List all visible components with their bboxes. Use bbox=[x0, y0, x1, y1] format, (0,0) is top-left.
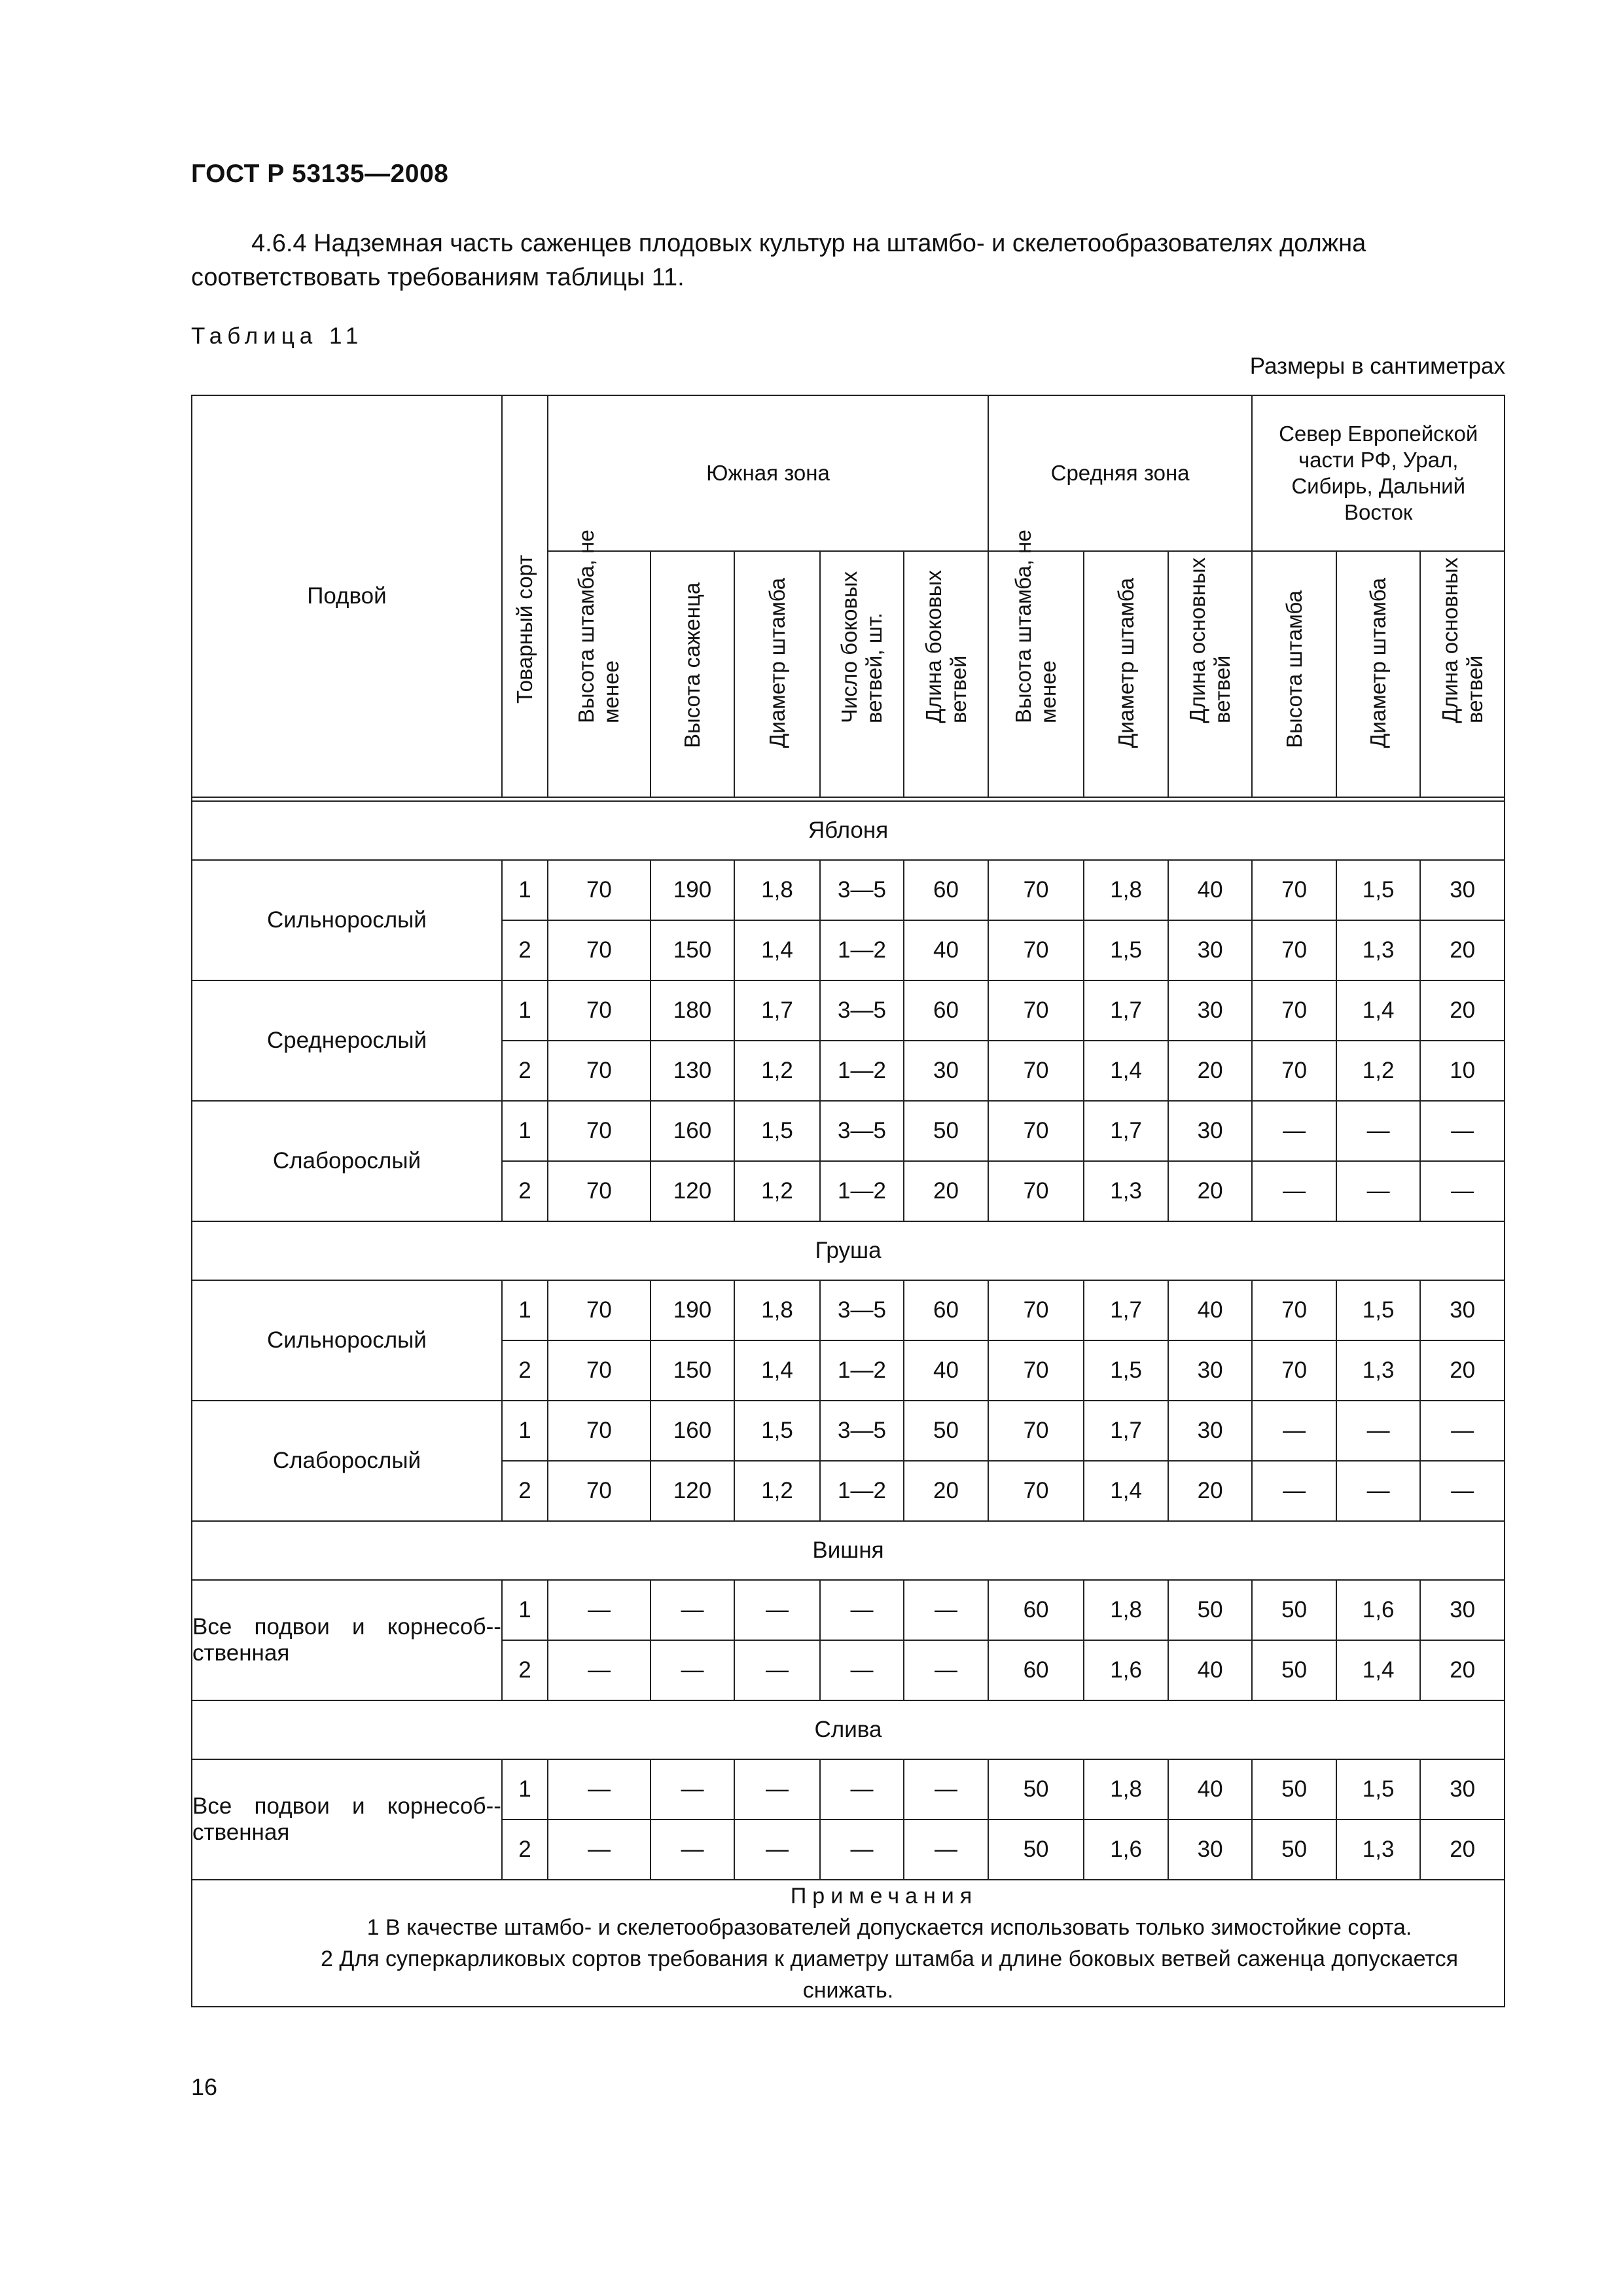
header-zone-north: Север Европейской части РФ, Урал, Сибирь, Дальний Восток bbox=[1252, 395, 1505, 551]
value-cell: — bbox=[548, 1820, 651, 1880]
value-cell: 20 bbox=[1420, 980, 1505, 1041]
value-cell: 40 bbox=[1168, 860, 1253, 920]
value-cell: 70 bbox=[548, 1161, 651, 1221]
value-cell: 1,2 bbox=[1336, 1041, 1421, 1101]
value-cell: 70 bbox=[548, 860, 651, 920]
value-cell: 70 bbox=[548, 1401, 651, 1461]
stock-name: Слаборослый bbox=[192, 1101, 502, 1221]
value-cell: — bbox=[651, 1580, 735, 1640]
value-cell: — bbox=[734, 1820, 820, 1880]
value-cell: 180 bbox=[651, 980, 735, 1041]
value-cell: — bbox=[904, 1580, 988, 1640]
subheader-label: Длина основных ветвей bbox=[1437, 557, 1487, 723]
table-row bbox=[192, 860, 1505, 920]
value-cell: 10 bbox=[1420, 1041, 1505, 1101]
value-cell: 1—2 bbox=[820, 1161, 904, 1221]
value-cell: — bbox=[1252, 1401, 1336, 1461]
value-cell: — bbox=[548, 1640, 651, 1700]
group-title: Вишня bbox=[192, 1521, 1505, 1580]
sort-cell: 2 bbox=[502, 1640, 548, 1700]
subheader-cell bbox=[734, 551, 820, 797]
value-cell: — bbox=[734, 1580, 820, 1640]
value-cell: 70 bbox=[988, 1041, 1084, 1101]
subheader-cell bbox=[1420, 551, 1505, 797]
header-zone-middle: Средняя зона bbox=[988, 395, 1253, 551]
table-row bbox=[192, 1101, 1505, 1161]
value-cell: 40 bbox=[904, 920, 988, 980]
sort-cell: 1 bbox=[502, 1280, 548, 1340]
subheader-label: Высота саженца bbox=[680, 582, 704, 748]
value-cell: — bbox=[1336, 1461, 1421, 1521]
subheader-cell bbox=[651, 551, 735, 797]
value-cell: 1,5 bbox=[1336, 860, 1421, 920]
table-caption: Таблица 11 bbox=[191, 323, 364, 349]
value-cell: 50 bbox=[1168, 1580, 1253, 1640]
value-cell: — bbox=[651, 1759, 735, 1820]
value-cell: 1,8 bbox=[1084, 1759, 1168, 1820]
value-cell: 1,5 bbox=[1084, 1340, 1168, 1401]
value-cell: 1—2 bbox=[820, 1041, 904, 1101]
value-cell: 60 bbox=[904, 1280, 988, 1340]
value-cell: 1,3 bbox=[1336, 1820, 1421, 1880]
value-cell: 190 bbox=[651, 860, 735, 920]
subheader-label: Высота штамба, не менее bbox=[1011, 529, 1061, 723]
value-cell: — bbox=[820, 1820, 904, 1880]
value-cell: 40 bbox=[1168, 1640, 1253, 1700]
value-cell: 1,5 bbox=[734, 1101, 820, 1161]
value-cell: 50 bbox=[904, 1401, 988, 1461]
value-cell: 20 bbox=[1420, 1340, 1505, 1401]
sort-cell: 1 bbox=[502, 1580, 548, 1640]
group-row bbox=[192, 801, 1505, 860]
table-row bbox=[192, 980, 1505, 1041]
value-cell: 1,8 bbox=[734, 1280, 820, 1340]
value-cell: 20 bbox=[1168, 1461, 1253, 1521]
group-row bbox=[192, 1700, 1505, 1759]
value-cell: 60 bbox=[904, 980, 988, 1041]
value-cell: 3—5 bbox=[820, 980, 904, 1041]
sort-cell: 1 bbox=[502, 980, 548, 1041]
value-cell: 3—5 bbox=[820, 860, 904, 920]
value-cell: — bbox=[1252, 1461, 1336, 1521]
value-cell: — bbox=[651, 1820, 735, 1880]
stock-name: Сильнорослый bbox=[192, 860, 502, 980]
value-cell: 50 bbox=[1252, 1580, 1336, 1640]
value-cell: 20 bbox=[1420, 920, 1505, 980]
header-sort bbox=[502, 395, 548, 797]
subheader-cell bbox=[820, 551, 904, 797]
value-cell: 70 bbox=[1252, 1041, 1336, 1101]
value-cell: — bbox=[734, 1759, 820, 1820]
value-cell: 70 bbox=[988, 1161, 1084, 1221]
value-cell: — bbox=[1252, 1161, 1336, 1221]
value-cell: 30 bbox=[1420, 1580, 1505, 1640]
value-cell: — bbox=[904, 1820, 988, 1880]
value-cell: 70 bbox=[988, 860, 1084, 920]
value-cell: — bbox=[734, 1640, 820, 1700]
value-cell: 1,4 bbox=[1336, 980, 1421, 1041]
header-stock: Подвой bbox=[192, 395, 502, 797]
value-cell: — bbox=[820, 1580, 904, 1640]
value-cell: 30 bbox=[1168, 920, 1253, 980]
subheader-cell bbox=[1168, 551, 1253, 797]
subheader-label: Высота штамба bbox=[1281, 590, 1306, 748]
value-cell: 70 bbox=[548, 1101, 651, 1161]
value-cell: 3—5 bbox=[820, 1101, 904, 1161]
value-cell: 20 bbox=[1420, 1640, 1505, 1700]
sort-cell: 1 bbox=[502, 1759, 548, 1820]
subheader-cell bbox=[1252, 551, 1336, 797]
value-cell: 1,5 bbox=[1336, 1280, 1421, 1340]
value-cell: 70 bbox=[548, 920, 651, 980]
value-cell: 70 bbox=[988, 1101, 1084, 1161]
sort-cell: 2 bbox=[502, 1161, 548, 1221]
sort-cell: 2 bbox=[502, 1820, 548, 1880]
sort-cell: 2 bbox=[502, 1340, 548, 1401]
value-cell: — bbox=[1420, 1461, 1505, 1521]
value-cell: 70 bbox=[988, 1461, 1084, 1521]
value-cell: 50 bbox=[1252, 1820, 1336, 1880]
value-cell: 160 bbox=[651, 1401, 735, 1461]
value-cell: 120 bbox=[651, 1161, 735, 1221]
value-cell: 1,5 bbox=[1084, 920, 1168, 980]
value-cell: 70 bbox=[1252, 920, 1336, 980]
value-cell: 3—5 bbox=[820, 1401, 904, 1461]
group-row bbox=[192, 1521, 1505, 1580]
value-cell: 50 bbox=[988, 1820, 1084, 1880]
subheader-label: Диаметр штамба bbox=[764, 577, 789, 748]
value-cell: — bbox=[1336, 1101, 1421, 1161]
value-cell: 60 bbox=[988, 1580, 1084, 1640]
subheader-cell bbox=[988, 529, 1084, 797]
value-cell: 130 bbox=[651, 1041, 735, 1101]
value-cell: 30 bbox=[1168, 1101, 1253, 1161]
subheader-label: Диаметр штамба bbox=[1366, 577, 1391, 748]
value-cell: 1,7 bbox=[1084, 1101, 1168, 1161]
subheader-label: Диаметр штамба bbox=[1113, 577, 1138, 748]
units-note: Размеры в сантиметрах bbox=[1249, 353, 1505, 379]
table-row bbox=[192, 1401, 1505, 1461]
value-cell: 70 bbox=[548, 980, 651, 1041]
value-cell: 70 bbox=[988, 980, 1084, 1041]
value-cell: 20 bbox=[1168, 1161, 1253, 1221]
value-cell: 160 bbox=[651, 1101, 735, 1161]
value-cell: — bbox=[1420, 1161, 1505, 1221]
value-cell: — bbox=[1336, 1401, 1421, 1461]
value-cell: 30 bbox=[1420, 1280, 1505, 1340]
stock-name: Все подвои и корнесоб-ственная bbox=[192, 1759, 502, 1880]
group-title: Яблоня bbox=[192, 801, 1505, 860]
value-cell: 60 bbox=[988, 1640, 1084, 1700]
stock-name: Среднерослый bbox=[192, 980, 502, 1101]
value-cell: 60 bbox=[904, 860, 988, 920]
subheader-label: Длина боковых ветвей bbox=[921, 570, 971, 723]
sort-cell: 2 bbox=[502, 1041, 548, 1101]
notes-cell bbox=[192, 1880, 1505, 2007]
value-cell: 70 bbox=[1252, 1340, 1336, 1401]
stock-name: Все подвои и корнесоб-ственная bbox=[192, 1580, 502, 1700]
value-cell: 120 bbox=[651, 1461, 735, 1521]
subheader-cell bbox=[1336, 551, 1421, 797]
value-cell: 70 bbox=[988, 1280, 1084, 1340]
value-cell: 1,7 bbox=[1084, 980, 1168, 1041]
group-row bbox=[192, 1221, 1505, 1280]
notes-title: Примечания bbox=[790, 1884, 978, 1909]
value-cell: 1,4 bbox=[1336, 1640, 1421, 1700]
value-cell: 70 bbox=[988, 1401, 1084, 1461]
subheader-label: Число боковых ветвей, шт. bbox=[837, 571, 887, 723]
value-cell: 1,6 bbox=[1084, 1820, 1168, 1880]
value-cell: 70 bbox=[548, 1280, 651, 1340]
value-cell: 1,4 bbox=[1084, 1461, 1168, 1521]
value-cell: 150 bbox=[651, 920, 735, 980]
value-cell: 70 bbox=[548, 1461, 651, 1521]
value-cell: 20 bbox=[904, 1461, 988, 1521]
page-number: 16 bbox=[191, 2073, 218, 2100]
value-cell: — bbox=[1252, 1101, 1336, 1161]
group-title: Груша bbox=[192, 1221, 1505, 1280]
value-cell: — bbox=[1336, 1161, 1421, 1221]
value-cell: 30 bbox=[1168, 980, 1253, 1041]
value-cell: 70 bbox=[988, 920, 1084, 980]
value-cell: 30 bbox=[904, 1041, 988, 1101]
group-title: Слива bbox=[192, 1700, 1505, 1759]
value-cell: 1,6 bbox=[1336, 1580, 1421, 1640]
value-cell: 1,6 bbox=[1084, 1640, 1168, 1700]
header-sort-text: Товарный сорт bbox=[512, 554, 537, 704]
stock-name: Сильнорослый bbox=[192, 1280, 502, 1401]
sort-cell: 1 bbox=[502, 1101, 548, 1161]
value-cell: — bbox=[820, 1759, 904, 1820]
value-cell: 20 bbox=[904, 1161, 988, 1221]
value-cell: 1,4 bbox=[734, 1340, 820, 1401]
sort-cell: 2 bbox=[502, 1461, 548, 1521]
value-cell: 1,8 bbox=[1084, 860, 1168, 920]
value-cell: — bbox=[548, 1759, 651, 1820]
header-zone-south: Южная зона bbox=[548, 395, 988, 551]
value-cell: 40 bbox=[904, 1340, 988, 1401]
value-cell: 70 bbox=[1252, 980, 1336, 1041]
value-cell: 1,2 bbox=[734, 1041, 820, 1101]
sort-cell: 1 bbox=[502, 1401, 548, 1461]
value-cell: 1,7 bbox=[734, 980, 820, 1041]
table-row bbox=[192, 1759, 1505, 1820]
intro-text: 4.6.4 Надземная часть саженцев плодовых культур на штамбо- и скелетообразователях должна соответствовать требованиям таблицы 11. bbox=[191, 230, 1366, 291]
value-cell: 30 bbox=[1420, 1759, 1505, 1820]
value-cell: — bbox=[904, 1640, 988, 1700]
value-cell: 1,2 bbox=[734, 1161, 820, 1221]
subheader-cell bbox=[1084, 551, 1168, 797]
value-cell: 30 bbox=[1168, 1820, 1253, 1880]
table-row bbox=[192, 1580, 1505, 1640]
value-cell: 20 bbox=[1420, 1820, 1505, 1880]
table-row bbox=[192, 1280, 1505, 1340]
value-cell: 1,8 bbox=[1084, 1580, 1168, 1640]
value-cell: 150 bbox=[651, 1340, 735, 1401]
value-cell: — bbox=[548, 1580, 651, 1640]
value-cell: 40 bbox=[1168, 1280, 1253, 1340]
value-cell: 50 bbox=[1252, 1759, 1336, 1820]
value-cell: 30 bbox=[1168, 1401, 1253, 1461]
value-cell: 50 bbox=[988, 1759, 1084, 1820]
subheader-cell bbox=[548, 529, 651, 797]
table-body bbox=[192, 801, 1505, 1880]
value-cell: 1,8 bbox=[734, 860, 820, 920]
value-cell: 1—2 bbox=[820, 1461, 904, 1521]
value-cell: 1,7 bbox=[1084, 1280, 1168, 1340]
value-cell: 1,4 bbox=[1084, 1041, 1168, 1101]
value-cell: 70 bbox=[1252, 1280, 1336, 1340]
value-cell: 1,3 bbox=[1084, 1161, 1168, 1221]
subheader-label: Длина основных ветвей bbox=[1185, 557, 1235, 723]
value-cell: 70 bbox=[548, 1041, 651, 1101]
value-cell: 30 bbox=[1420, 860, 1505, 920]
value-cell: 1—2 bbox=[820, 1340, 904, 1401]
value-cell: 50 bbox=[904, 1101, 988, 1161]
value-cell: 1,2 bbox=[734, 1461, 820, 1521]
note-2: 2 Для суперкарликовых сортов требования к диаметру штамба и длине боковых ветвей саженца допускается снижать. bbox=[320, 1946, 1459, 2003]
value-cell: — bbox=[651, 1640, 735, 1700]
value-cell: — bbox=[1420, 1401, 1505, 1461]
subheader-label: Высота штамба, не менее bbox=[574, 529, 624, 723]
value-cell: — bbox=[1420, 1101, 1505, 1161]
value-cell: — bbox=[820, 1640, 904, 1700]
stock-name: Слаборослый bbox=[192, 1401, 502, 1521]
document-code: ГОСТ Р 53135—2008 bbox=[191, 160, 449, 188]
value-cell: 1,3 bbox=[1336, 1340, 1421, 1401]
value-cell: 1,4 bbox=[734, 920, 820, 980]
requirements-table bbox=[191, 395, 1505, 2007]
value-cell: 70 bbox=[548, 1340, 651, 1401]
value-cell: 70 bbox=[988, 1340, 1084, 1401]
sort-cell: 2 bbox=[502, 920, 548, 980]
value-cell: 30 bbox=[1168, 1340, 1253, 1401]
value-cell: 1—2 bbox=[820, 920, 904, 980]
value-cell: 3—5 bbox=[820, 1280, 904, 1340]
subheader-cell bbox=[904, 551, 988, 797]
value-cell: 70 bbox=[1252, 860, 1336, 920]
sort-cell: 1 bbox=[502, 860, 548, 920]
value-cell: 1,3 bbox=[1336, 920, 1421, 980]
value-cell: 50 bbox=[1252, 1640, 1336, 1700]
note-1: 1 В качестве штамбо- и скелетообразователей допускается использовать только зимостойкие сорта. bbox=[366, 1915, 1412, 1940]
value-cell: 1,5 bbox=[1336, 1759, 1421, 1820]
value-cell: 1,7 bbox=[1084, 1401, 1168, 1461]
value-cell: 190 bbox=[651, 1280, 735, 1340]
value-cell: 20 bbox=[1168, 1041, 1253, 1101]
value-cell: 40 bbox=[1168, 1759, 1253, 1820]
intro-paragraph bbox=[191, 226, 1505, 295]
value-cell: — bbox=[904, 1759, 988, 1820]
value-cell: 1,5 bbox=[734, 1401, 820, 1461]
